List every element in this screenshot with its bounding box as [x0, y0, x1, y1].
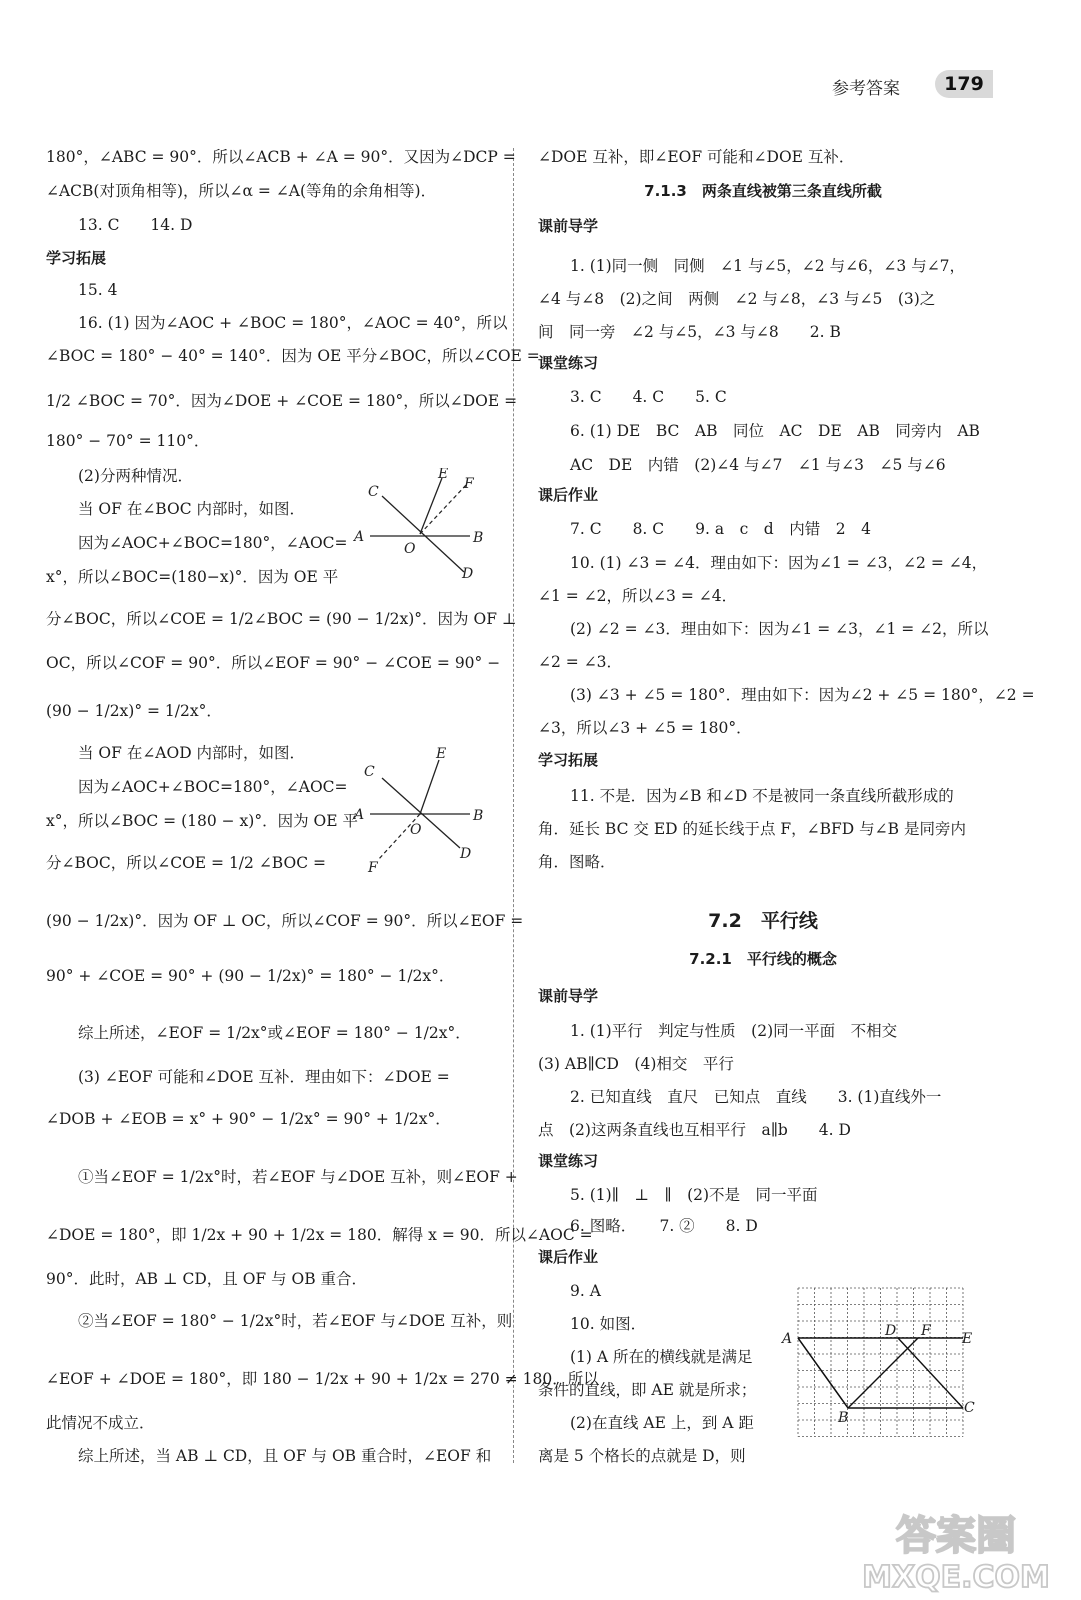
text-line: 5. (1)∥ ⊥ ∥ (2)不是 同一平面 — [570, 1186, 818, 1204]
text-line: ①当∠EOF = 1/2x°时，若∠EOF 与∠DOE 互补，则∠EOF + — [78, 1168, 518, 1186]
text-line: 6. (1) DE BC AB 同位 AC DE AB 同旁内 AB — [570, 422, 980, 440]
subsection-title: 7.1.3 两条直线被第三条直线所截 — [644, 182, 882, 200]
text-line: 角．图略． — [538, 853, 616, 871]
section-heading: 课后作业 — [538, 1248, 599, 1266]
text-line: 7. C 8. C 9. a c d 内错 2 4 — [570, 520, 871, 538]
text-line: AC DE 内错 (2)∠4 与∠7 ∠1 与∠3 ∠5 与∠6 — [570, 456, 946, 474]
text-line: 点 (2)这两条直线也互相平行 a∥b 4. D — [538, 1121, 851, 1139]
text-line: 1. (1)平行 判定与性质 (2)同一平面 不相交 — [570, 1022, 898, 1040]
text-line: ∠BOC = 180° − 40° = 140°．因为 OE 平分∠BOC，所以∠COE = — [46, 347, 540, 365]
text-line: 综上所述，∠EOF = 1/2x°或∠EOF = 180° − 1/2x°． — [78, 1024, 471, 1042]
section-heading: 课前导学 — [538, 987, 599, 1005]
grid-label-e: E — [962, 1331, 973, 1347]
text-line: 13. C 14. D — [78, 216, 193, 234]
text-line: (90 − 1/2x)° = 1/2x°． — [46, 702, 222, 720]
text-line: ∠2 = ∠3． — [538, 653, 623, 671]
angle-figure-1 — [352, 468, 492, 583]
subsection-title: 7.2.1 平行线的概念 — [689, 950, 837, 968]
text-line: (2) ∠2 = ∠3．理由如下：因为∠1 = ∠3，∠1 = ∠2，所以 — [570, 620, 989, 638]
text-line: x°，所以∠BOC = (180 − x)°．因为 OE 平 — [46, 812, 358, 830]
text-line: ②当∠EOF = 180° − 1/2x°时，若∠EOF 与∠DOE 互补，则 — [78, 1312, 513, 1330]
figure2-label-b: B — [473, 808, 484, 824]
grid-figure — [778, 1280, 978, 1455]
watermark-line2: MXQE.COM — [862, 1560, 1050, 1595]
text-line: 因为∠AOC+∠BOC=180°，∠AOC= — [78, 778, 348, 796]
section-heading: 课前导学 — [538, 217, 599, 235]
figure1-label-o: O — [404, 541, 416, 557]
figure1-label-f: F — [464, 476, 474, 492]
section-heading: 学习拓展 — [46, 249, 107, 267]
text-line: 2. 已知直线 直尺 已知点 直线 3. (1)直线外一 — [570, 1088, 942, 1106]
text-line: (3) AB∥CD (4)相交 平行 — [538, 1055, 734, 1073]
grid-label-c: C — [964, 1400, 975, 1416]
figure1-label-b: B — [473, 530, 484, 546]
text-line: 90° + ∠COE = 90° + (90 − 1/2x)° = 180° − 1/2x°． — [46, 967, 455, 985]
figure1-label-c: C — [368, 484, 379, 500]
section-heading: 学习拓展 — [538, 751, 599, 769]
text-line: 离是 5 个格长的点就是 D，则 — [538, 1447, 746, 1465]
grid-lines — [798, 1288, 963, 1437]
text-line: ∠EOF + ∠DOE = 180°，即 180 − 1/2x + 90 + 1/2x = 270 ≠ 180．所以 — [46, 1370, 599, 1388]
text-line: ∠1 = ∠2，所以∠3 = ∠4． — [538, 587, 738, 605]
text-line: 10. 如图． — [570, 1315, 647, 1333]
text-line: 90°．此时，AB ⊥ CD，且 OF 与 OB 重合． — [46, 1270, 368, 1288]
figure1-label-a: A — [354, 529, 365, 545]
text-line: 分∠BOC，所以∠COE = 1/2 ∠BOC = — [46, 854, 326, 872]
figure2-label-a: A — [354, 807, 365, 823]
watermark-logo — [846, 1505, 1066, 1595]
text-line: (90 − 1/2x)°．因为 OF ⊥ OC，所以∠COF = 90°．所以∠EOF = — [46, 912, 524, 930]
text-line: OC，所以∠COF = 90°．所以∠EOF = 90° − ∠COE = 90° − — [46, 654, 501, 672]
text-line: 9. A — [570, 1282, 601, 1300]
figure2-label-d: D — [460, 846, 472, 862]
text-line: 条件的直线，即 AE 就是所求； — [538, 1381, 757, 1399]
text-line: (3) ∠EOF 可能和∠DOE 互补．理由如下：∠DOE = — [78, 1068, 450, 1086]
figure1-label-e: E — [438, 468, 449, 482]
text-line: 此情况不成立． — [46, 1414, 155, 1432]
watermark-line1: 答案圈 — [896, 1513, 1016, 1559]
grid-label-b: B — [838, 1410, 849, 1426]
text-line: 分∠BOC，所以∠COE = 1/2∠BOC = (90 − 1/2x)°．因为 OF ⊥ — [46, 610, 517, 628]
section-heading: 课后作业 — [538, 486, 599, 504]
text-line: 10. (1) ∠3 = ∠4．理由如下：因为∠1 = ∠3，∠2 = ∠4， — [570, 554, 988, 572]
text-line: ∠DOE = 180°，即 1/2x + 90 + 1/2x = 180．解得 x = 90．所以∠AOC = — [46, 1226, 593, 1244]
text-line: 当 OF 在∠BOC 内部时，如图． — [78, 500, 305, 518]
grid-label-a: A — [782, 1331, 793, 1347]
text-line: 16. (1) 因为∠AOC + ∠BOC = 180°，∠AOC = 40°，所以 — [78, 314, 508, 332]
text-line: (3) ∠3 + ∠5 = 180°．理由如下：因为∠2 + ∠5 = 180°，∠2 = — [570, 686, 1035, 704]
chapter-title: 7.2 平行线 — [708, 910, 818, 932]
text-line: 11. 不是．因为∠B 和∠D 不是被同一条直线所截形成的 — [570, 787, 954, 805]
figure1-label-d: D — [462, 566, 474, 582]
text-line: 6. 图略． 7. ② 8. D — [570, 1217, 758, 1235]
text-line: ∠DOE 互补，即∠EOF 可能和∠DOE 互补． — [538, 148, 855, 166]
section-heading: 课堂练习 — [538, 1152, 599, 1170]
text-line: 1. (1)同一侧 同侧 ∠1 与∠5，∠2 与∠6，∠3 与∠7， — [570, 257, 966, 275]
text-line: (2)分两种情况． — [78, 467, 193, 485]
text-line: 1/2 ∠BOC = 70°．因为∠DOE + ∠COE = 180°，所以∠DOE = — [46, 392, 518, 410]
text-line: ∠ACB(对顶角相等)，所以∠α = ∠A(等角的余角相等)． — [46, 182, 437, 200]
text-line: (2)在直线 AE 上，到 A 距 — [570, 1414, 754, 1432]
figure2-label-f: F — [368, 860, 378, 876]
text-line: 180°，∠ABC = 90°．所以∠ACB + ∠A = 90°．又因为∠DCP = — [46, 148, 516, 166]
section-heading: 课堂练习 — [538, 354, 599, 372]
text-line: (1) A 所在的横线就是满足 — [570, 1348, 753, 1366]
text-line: 角．延长 BC 交 ED 的延长线于点 F，∠BFD 与∠B 是同旁内 — [538, 820, 966, 838]
text-line: x°，所以∠BOC=(180−x)°．因为 OE 平 — [46, 568, 339, 586]
figure2-label-e: E — [436, 746, 447, 762]
column-divider — [513, 148, 514, 1463]
text-line: 因为∠AOC+∠BOC=180°，∠AOC= — [78, 534, 348, 552]
text-line: 3. C 4. C 5. C — [570, 388, 727, 406]
text-line: 180° − 70° = 110°． — [46, 432, 210, 450]
text-line: ∠DOB + ∠EOB = x° + 90° − 1/2x° = 90° + 1/2x°． — [46, 1110, 451, 1128]
text-line: 综上所述，当 AB ⊥ CD，且 OF 与 OB 重合时，∠EOF 和 — [78, 1447, 492, 1465]
page-number: 179 — [935, 70, 993, 98]
header-label: 参考答案 — [832, 79, 900, 99]
text-line: 15. 4 — [78, 281, 118, 299]
angle-figure-2 — [352, 742, 492, 877]
text-line: 间 同一旁 ∠2 与∠5，∠3 与∠8 2. B — [538, 323, 841, 341]
text-line: ∠4 与∠8 (2)之间 两侧 ∠2 与∠8，∠3 与∠5 (3)之 — [538, 290, 936, 308]
figure2-label-o: O — [410, 822, 422, 838]
grid-label-f: F — [921, 1323, 931, 1339]
text-line: ∠3，所以∠3 + ∠5 = 180°． — [538, 719, 752, 737]
text-line: 当 OF 在∠AOD 内部时，如图． — [78, 744, 306, 762]
figure2-label-c: C — [364, 764, 375, 780]
grid-label-d: D — [885, 1323, 897, 1339]
